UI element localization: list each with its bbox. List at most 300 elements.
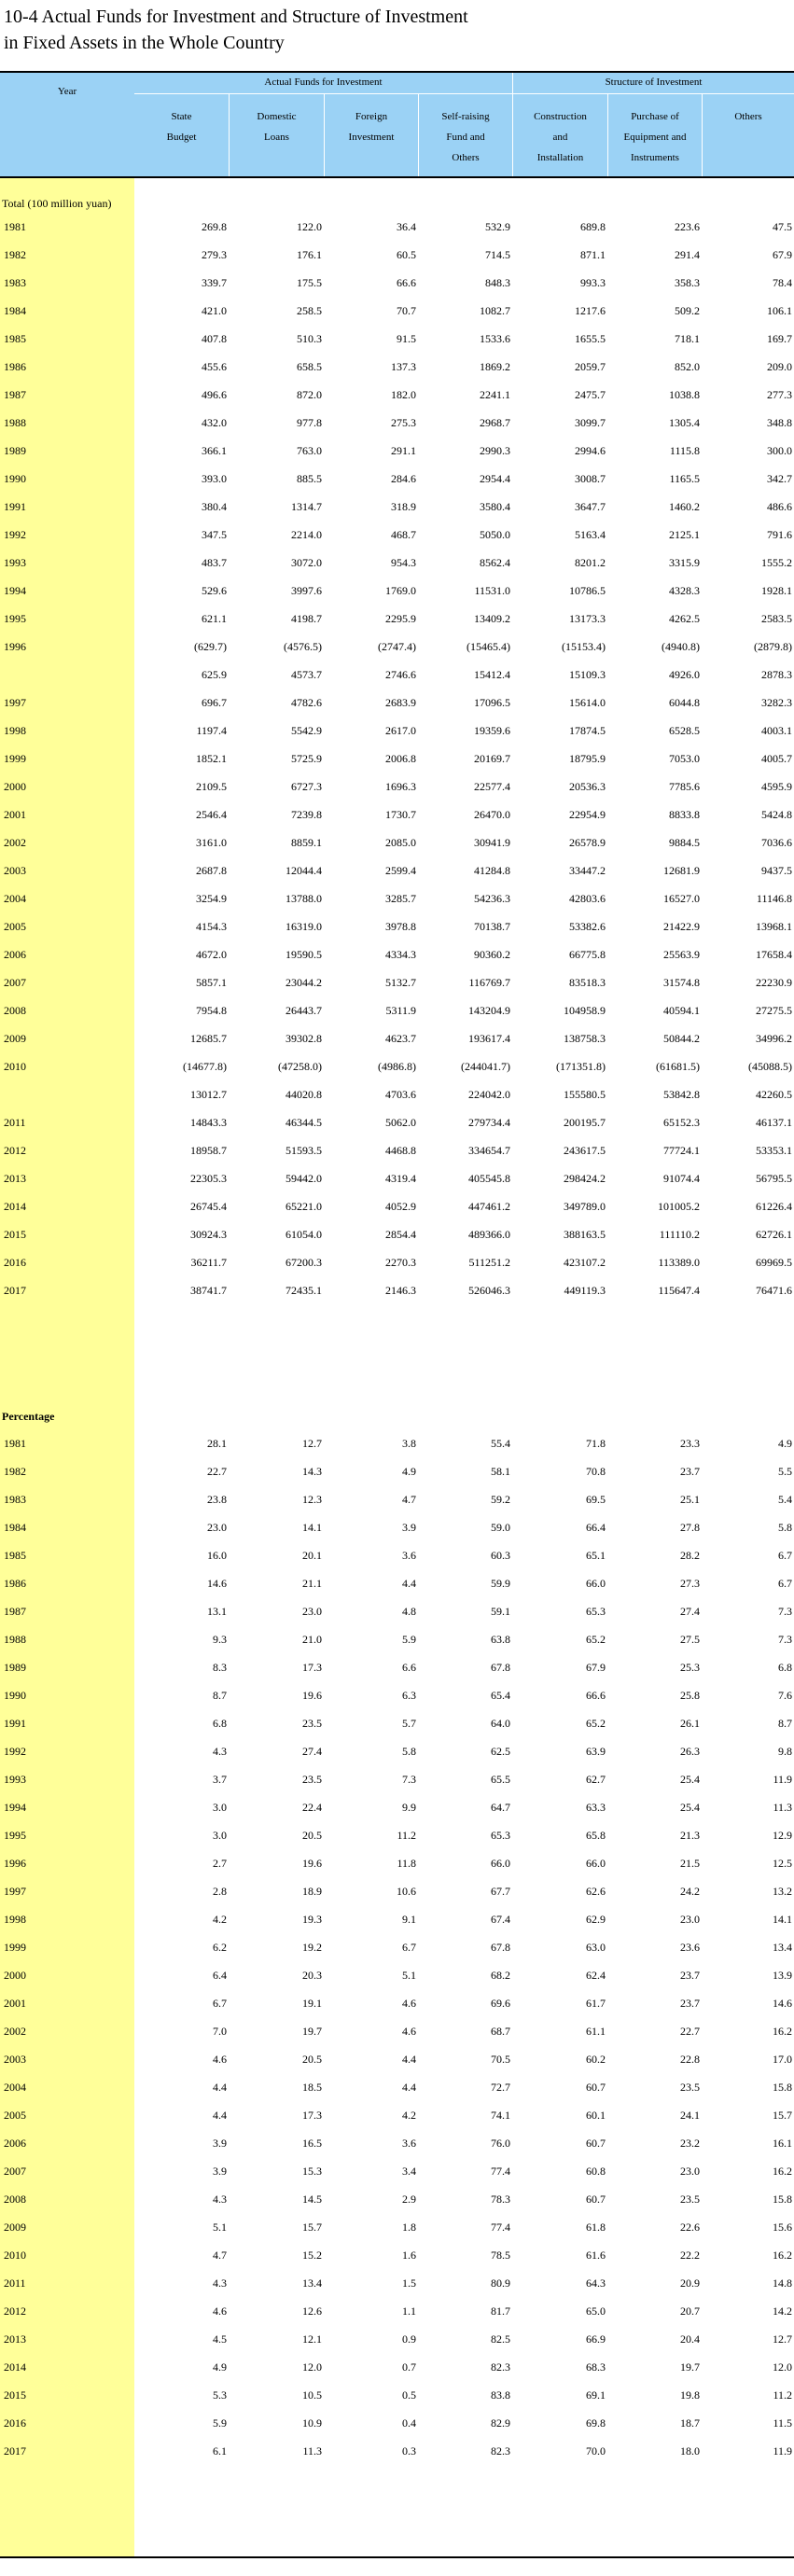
value-cell: 12.6: [302, 2304, 322, 2318]
value-cell: 15.7: [302, 2221, 322, 2234]
year-cell: 1986: [4, 1577, 26, 1590]
year-cell: 1996: [4, 1857, 26, 1870]
value-cell: 18.7: [680, 2416, 700, 2430]
year-cell: 1983: [4, 276, 26, 289]
table-row: [0, 1737, 794, 1765]
table-row: [0, 1849, 794, 1877]
value-cell: 53842.8: [663, 1088, 700, 1101]
table-row: [0, 2269, 794, 2297]
value-cell: 9437.5: [761, 864, 792, 877]
table-row: [0, 2241, 794, 2269]
value-cell: 12681.9: [663, 864, 700, 877]
value-cell: 21.1: [302, 1577, 322, 1590]
value-cell: 78.3: [491, 2193, 510, 2206]
value-cell: 4.9: [402, 1465, 416, 1478]
value-cell: 25.8: [680, 1689, 700, 1702]
value-cell: 19590.5: [286, 948, 322, 961]
value-cell: 20536.3: [569, 780, 606, 793]
value-cell: 3315.9: [669, 556, 700, 569]
value-cell: 483.7: [202, 556, 227, 569]
value-cell: 62.9: [586, 1913, 606, 1926]
value-cell: 22577.4: [474, 780, 510, 793]
value-cell: 4319.4: [385, 1172, 416, 1185]
header-year-cell: [0, 73, 134, 176]
value-cell: 11.3: [302, 2444, 322, 2458]
value-cell: 34996.2: [756, 1032, 792, 1045]
value-cell: 19.6: [302, 1689, 322, 1702]
value-cell: 243617.5: [564, 1144, 606, 1157]
value-cell: 3997.6: [291, 584, 322, 597]
year-cell: 2008: [4, 1004, 26, 1017]
value-cell: 2146.3: [385, 1284, 416, 1297]
value-cell: 28.2: [680, 1549, 700, 1562]
value-cell: 12685.7: [190, 1032, 227, 1045]
value-cell: 318.9: [391, 500, 416, 513]
value-cell: 175.5: [297, 276, 322, 289]
value-cell: 90360.2: [474, 948, 510, 961]
value-cell: 13173.3: [569, 612, 606, 625]
year-cell: 1999: [4, 1941, 26, 1954]
value-cell: 509.2: [675, 304, 700, 317]
value-cell: 59.0: [491, 1521, 510, 1534]
table-row: [0, 773, 794, 801]
value-cell: 4.7: [402, 1493, 416, 1506]
value-cell: 27.3: [680, 1577, 700, 1590]
year-cell: 1984: [4, 1521, 26, 1534]
value-cell: 19.7: [680, 2360, 700, 2374]
value-cell: 2546.4: [196, 808, 227, 821]
value-cell: 60.1: [586, 2109, 606, 2122]
value-cell: 19.2: [302, 1941, 322, 1954]
value-cell: 22.2: [680, 2249, 700, 2262]
value-cell: 3.9: [402, 1521, 416, 1534]
table-row: [0, 1905, 794, 1933]
value-cell: 4.6: [213, 2304, 227, 2318]
value-cell: 4.6: [402, 2025, 416, 2038]
value-cell: 298424.2: [564, 1172, 606, 1185]
year-cell: 1981: [4, 220, 26, 233]
column-header: [134, 106, 229, 147]
column-header-line: Foreign: [355, 111, 388, 122]
value-cell: 16.0: [207, 1549, 227, 1562]
value-cell: 23.7: [680, 1997, 700, 2010]
value-cell: 9.9: [402, 1801, 416, 1814]
column-header-line: State: [171, 111, 192, 122]
value-cell: 6.1: [213, 2444, 227, 2458]
value-cell: 9.1: [402, 1913, 416, 1926]
value-cell: 23044.2: [286, 976, 322, 989]
year-cell: 1991: [4, 500, 26, 513]
value-cell: 6.8: [213, 1717, 227, 1730]
year-cell: 2010: [4, 1060, 26, 1073]
value-cell: 23.0: [680, 2165, 700, 2178]
value-cell: 4052.9: [385, 1200, 416, 1213]
value-cell: 42803.6: [569, 892, 606, 905]
value-cell: 82.3: [491, 2360, 510, 2374]
table-row: [0, 493, 794, 521]
value-cell: 16.2: [773, 2249, 792, 2262]
value-cell: 5062.0: [385, 1116, 416, 1129]
value-cell: 66.6: [586, 1689, 606, 1702]
value-cell: 291.4: [675, 248, 700, 261]
value-cell: 17658.4: [756, 948, 792, 961]
value-cell: 12044.4: [286, 864, 322, 877]
value-cell: 30941.9: [474, 836, 510, 849]
value-cell: 67.8: [491, 1941, 510, 1954]
value-cell: 7036.6: [761, 836, 792, 849]
value-cell: 407.8: [202, 332, 227, 345]
value-cell: 67.9: [773, 248, 792, 261]
value-cell: 78.4: [773, 276, 792, 289]
year-cell: 2007: [4, 2165, 26, 2178]
value-cell: 23.5: [302, 1773, 322, 1786]
value-cell: 4334.3: [385, 948, 416, 961]
value-cell: 11.8: [397, 1857, 416, 1870]
column-header: [230, 106, 324, 147]
value-cell: 2954.4: [480, 472, 510, 485]
value-cell: 5050.0: [480, 528, 510, 541]
year-cell: 2003: [4, 2053, 26, 2066]
value-cell: 2125.1: [669, 528, 700, 541]
value-cell: 4468.8: [385, 1144, 416, 1157]
value-cell: 23.6: [680, 1941, 700, 1954]
value-cell: 104958.9: [564, 1004, 606, 1017]
value-cell: 421.0: [202, 304, 227, 317]
group-header-actual-funds: Actual Funds for Investment: [264, 77, 383, 88]
value-cell: 279734.4: [468, 1116, 510, 1129]
value-cell: 511251.2: [468, 1256, 510, 1269]
value-cell: 4.4: [402, 2081, 416, 2094]
column-header: [419, 106, 512, 168]
value-cell: 11.9: [773, 2444, 792, 2458]
value-cell: 25.1: [680, 1493, 700, 1506]
value-cell: 4003.1: [761, 724, 792, 737]
value-cell: 13.1: [207, 1605, 227, 1618]
value-cell: 59442.0: [286, 1172, 322, 1185]
value-cell: 405545.8: [468, 1172, 510, 1185]
value-cell: 33447.2: [569, 864, 606, 877]
year-cell: 2006: [4, 948, 26, 961]
value-cell: 13.4: [773, 1941, 792, 1954]
value-cell: 116769.7: [468, 976, 510, 989]
value-cell: 1314.7: [291, 500, 322, 513]
value-cell: 22230.9: [756, 976, 792, 989]
table-row: [0, 2213, 794, 2241]
table-title: [4, 4, 468, 56]
value-cell: 0.4: [402, 2416, 416, 2430]
value-cell: 193617.4: [468, 1032, 510, 1045]
year-cell: 1987: [4, 1605, 26, 1618]
value-cell: 106.1: [767, 304, 792, 317]
column-header: [325, 106, 418, 147]
value-cell: 388163.5: [564, 1228, 606, 1241]
value-cell: 51593.5: [286, 1144, 322, 1157]
year-cell: 2000: [4, 780, 26, 793]
value-cell: 4.4: [213, 2109, 227, 2122]
value-cell: 1197.4: [196, 724, 227, 737]
value-cell: 14843.3: [190, 1116, 227, 1129]
value-cell: 14.1: [773, 1913, 792, 1926]
value-cell: 65.8: [586, 1829, 606, 1842]
section-total-label: Total (100 million yuan): [2, 197, 112, 210]
table-row: [0, 912, 794, 940]
value-cell: 25563.9: [663, 948, 700, 961]
value-cell: 67200.3: [286, 1256, 322, 1269]
year-cell: 2004: [4, 892, 26, 905]
value-cell: 62.4: [586, 1969, 606, 1982]
value-cell: (15153.4): [562, 640, 606, 653]
value-cell: 10.9: [302, 2416, 322, 2430]
table-row: [0, 996, 794, 1024]
value-cell: 486.6: [767, 500, 792, 513]
value-cell: 22.6: [680, 2221, 700, 2234]
value-cell: 18.5: [302, 2081, 322, 2094]
table-bottom-rule: [0, 2556, 794, 2558]
table-row: [0, 2437, 794, 2465]
value-cell: 977.8: [297, 416, 322, 429]
column-header: [513, 106, 607, 168]
table-row: [0, 1108, 794, 1136]
value-cell: 47.5: [773, 220, 792, 233]
value-cell: 2475.7: [575, 388, 606, 401]
column-header-line: Others: [734, 111, 762, 122]
value-cell: 209.0: [767, 360, 792, 373]
value-cell: 4.8: [402, 1605, 416, 1618]
value-cell: 2683.9: [385, 696, 416, 709]
value-cell: 393.0: [202, 472, 227, 485]
value-cell: 23.5: [680, 2193, 700, 2206]
value-cell: 9.3: [213, 1633, 227, 1646]
value-cell: 16.5: [302, 2137, 322, 2150]
value-cell: 70138.7: [474, 920, 510, 933]
table-row: [0, 745, 794, 773]
table-row: [0, 1569, 794, 1597]
value-cell: 200195.7: [564, 1116, 606, 1129]
table-row: [0, 1052, 794, 1080]
value-cell: 2994.6: [575, 444, 606, 457]
value-cell: 3647.7: [575, 500, 606, 513]
year-cell: 1990: [4, 472, 26, 485]
table-row: [0, 353, 794, 381]
value-cell: 3.9: [213, 2165, 227, 2178]
value-cell: 26470.0: [474, 808, 510, 821]
value-cell: 26.3: [680, 1745, 700, 1758]
value-cell: 6727.3: [291, 780, 322, 793]
value-cell: 182.0: [391, 388, 416, 401]
value-cell: 69969.5: [756, 1256, 792, 1269]
value-cell: 358.3: [675, 276, 700, 289]
value-cell: 111110.2: [659, 1228, 700, 1241]
value-cell: 13.4: [302, 2277, 322, 2290]
value-cell: 5.7: [402, 1717, 416, 1730]
value-cell: 6.7: [213, 1997, 227, 2010]
value-cell: 11.2: [773, 2388, 792, 2402]
value-cell: 21422.9: [663, 920, 700, 933]
year-cell: 2014: [4, 1200, 26, 1213]
value-cell: 20.7: [680, 2304, 700, 2318]
table-row: [0, 2297, 794, 2325]
value-cell: 62.6: [586, 1885, 606, 1898]
value-cell: 65152.3: [663, 1116, 700, 1129]
value-cell: 176.1: [297, 248, 322, 261]
column-header-line: Installation: [536, 152, 584, 163]
table-row: [0, 521, 794, 549]
column-header-line: and: [552, 132, 568, 143]
value-cell: 64.0: [491, 1717, 510, 1730]
value-cell: 872.0: [297, 388, 322, 401]
value-cell: 4703.6: [385, 1088, 416, 1101]
value-cell: 14.2: [773, 2304, 792, 2318]
value-cell: 449119.3: [564, 1284, 606, 1297]
value-cell: 137.3: [391, 360, 416, 373]
section-percentage-label: Percentage: [2, 1410, 55, 1423]
value-cell: 20.4: [680, 2332, 700, 2346]
value-cell: 432.0: [202, 416, 227, 429]
value-cell: 65.3: [491, 1829, 510, 1842]
value-cell: 11.9: [773, 1773, 792, 1786]
value-cell: 1696.3: [385, 780, 416, 793]
value-cell: 26443.7: [286, 1004, 322, 1017]
value-cell: 4782.6: [291, 696, 322, 709]
value-cell: 277.3: [767, 388, 792, 401]
value-cell: 63.3: [586, 1801, 606, 1814]
year-cell: 1993: [4, 1773, 26, 1786]
value-cell: 3.7: [213, 1773, 227, 1786]
value-cell: 11.3: [773, 1801, 792, 1814]
table-row: [0, 2157, 794, 2185]
value-cell: 7239.8: [291, 808, 322, 821]
value-cell: 61.6: [586, 2249, 606, 2262]
title-line-2: in Fixed Assets in the Whole Country: [4, 33, 285, 53]
value-cell: 66.0: [586, 1577, 606, 1590]
value-cell: 7954.8: [196, 1004, 227, 1017]
value-cell: 17096.5: [474, 696, 510, 709]
value-cell: 529.6: [202, 584, 227, 597]
value-cell: 258.5: [297, 304, 322, 317]
value-cell: 77.4: [491, 2165, 510, 2178]
value-cell: 12.7: [773, 2332, 792, 2346]
value-cell: 954.3: [391, 556, 416, 569]
value-cell: 59.2: [491, 1493, 510, 1506]
year-cell: 1984: [4, 304, 26, 317]
value-cell: 61.7: [586, 1997, 606, 2010]
value-cell: 2109.5: [196, 780, 227, 793]
value-cell: 23.7: [680, 1969, 700, 1982]
value-cell: 6.7: [402, 1941, 416, 1954]
value-cell: 18795.9: [569, 752, 606, 765]
value-cell: 15.6: [773, 2221, 792, 2234]
value-cell: 23.5: [302, 1717, 322, 1730]
value-cell: 155580.5: [564, 1088, 606, 1101]
value-cell: 4623.7: [385, 1032, 416, 1045]
value-cell: 3008.7: [575, 472, 606, 485]
value-cell: 1928.1: [761, 584, 792, 597]
value-cell: (4576.5): [284, 640, 322, 653]
value-cell: 291.1: [391, 444, 416, 457]
table-row: [0, 437, 794, 465]
value-cell: 62.7: [586, 1773, 606, 1786]
value-cell: 5.9: [213, 2416, 227, 2430]
value-cell: 15109.3: [569, 668, 606, 681]
year-cell: 2008: [4, 2193, 26, 2206]
year-cell: 1993: [4, 556, 26, 569]
year-cell: 2013: [4, 1172, 26, 1185]
year-cell: 1981: [4, 1437, 26, 1450]
value-cell: 718.1: [675, 332, 700, 345]
value-cell: 17.3: [302, 2109, 322, 2122]
value-cell: 23.8: [207, 1493, 227, 1506]
value-cell: 7.3: [778, 1605, 792, 1618]
value-cell: 14.8: [773, 2277, 792, 2290]
value-cell: 21.5: [680, 1857, 700, 1870]
value-cell: 714.5: [485, 248, 510, 261]
value-cell: 11.2: [397, 1829, 416, 1842]
value-cell: 70.7: [397, 304, 416, 317]
value-cell: 5725.9: [291, 752, 322, 765]
value-cell: 5.1: [213, 2221, 227, 2234]
value-cell: 138758.3: [564, 1032, 606, 1045]
value-cell: 70.8: [586, 1465, 606, 1478]
value-cell: 4.9: [778, 1437, 792, 1450]
value-cell: 101005.2: [658, 1200, 700, 1213]
value-cell: 4.6: [213, 2053, 227, 2066]
table-row: [0, 2381, 794, 2409]
value-cell: 3.6: [402, 2137, 416, 2150]
value-cell: 15.3: [302, 2165, 322, 2178]
value-cell: 68.2: [491, 1969, 510, 1982]
value-cell: (171351.8): [556, 1060, 606, 1073]
value-cell: 3254.9: [196, 892, 227, 905]
header-divider: [134, 93, 794, 94]
value-cell: 6044.8: [669, 696, 700, 709]
table-row: [0, 1136, 794, 1164]
table-row: [0, 1681, 794, 1709]
value-cell: 22.4: [302, 1801, 322, 1814]
year-cell: 1992: [4, 1745, 26, 1758]
value-cell: 13.2: [773, 1885, 792, 1898]
table-row: [0, 856, 794, 884]
data-table: [0, 71, 794, 2558]
value-cell: 20.3: [302, 1969, 322, 1982]
value-cell: 122.0: [297, 220, 322, 233]
table-row: [0, 381, 794, 409]
year-cell: 1989: [4, 1661, 26, 1674]
value-cell: 1533.6: [480, 332, 510, 345]
value-cell: 1769.0: [385, 584, 416, 597]
value-cell: 12.3: [302, 1493, 322, 1506]
value-cell: 143204.9: [468, 1004, 510, 1017]
value-cell: 16.2: [773, 2025, 792, 2038]
table-row: [0, 465, 794, 493]
table-row: [0, 241, 794, 269]
value-cell: 10.6: [397, 1885, 416, 1898]
value-cell: 1730.7: [385, 808, 416, 821]
value-cell: 11.5: [773, 2416, 792, 2430]
value-cell: 269.8: [202, 220, 227, 233]
value-cell: 12.0: [302, 2360, 322, 2374]
table-row: [0, 1080, 794, 1108]
year-cell: 2000: [4, 1969, 26, 1982]
value-cell: 4.4: [402, 1577, 416, 1590]
year-cell: 1998: [4, 724, 26, 737]
value-cell: 16319.0: [286, 920, 322, 933]
value-cell: 50844.2: [663, 1032, 700, 1045]
table-row: [0, 1989, 794, 2017]
value-cell: 27.4: [302, 1745, 322, 1758]
value-cell: 77724.1: [663, 1144, 700, 1157]
value-cell: 7.0: [213, 2025, 227, 2038]
value-cell: 1852.1: [196, 752, 227, 765]
